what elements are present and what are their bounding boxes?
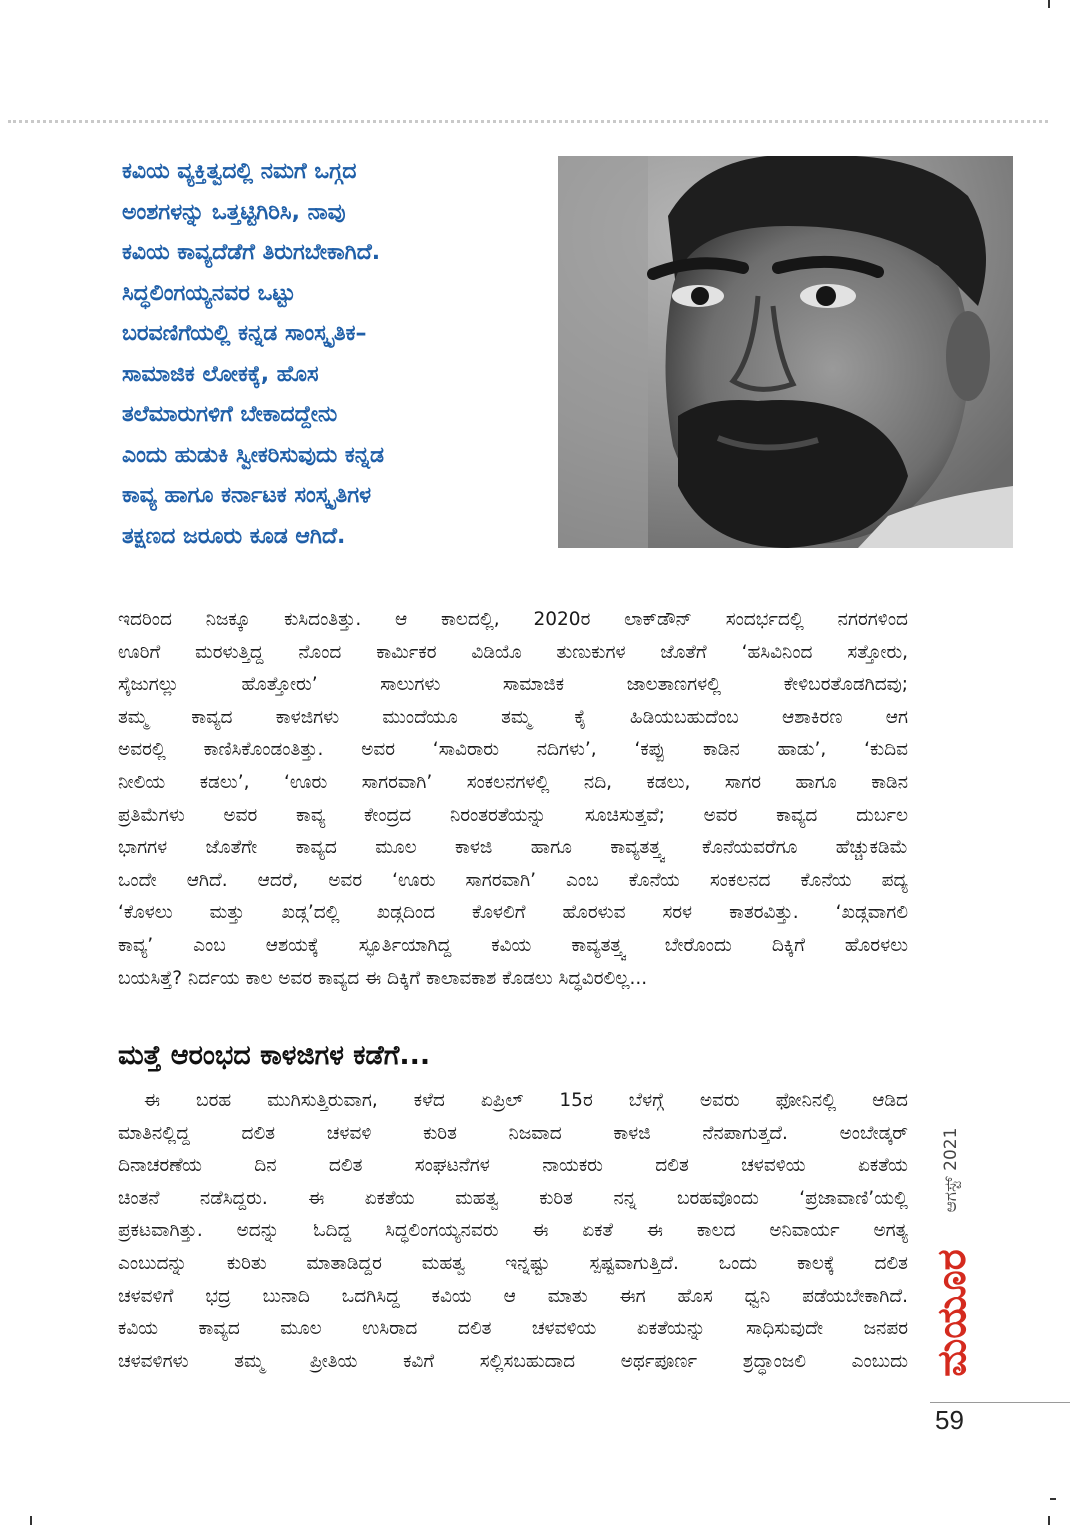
masthead-text: ಮಯೂರ <box>929 1249 975 1377</box>
text-line: ಭಾಗಗಳ ಜೊತೆಗೇ ಕಾವ್ಯದ ಮೂಲ ಕಾಳಜಿ ಹಾಗೂ ಕಾವ್ಯತತ್ತ್ವ ಕೊನೆಯವರೆಗೂ ಹೆಚ್ಚುಕಡಿಮೆ <box>118 837 908 859</box>
text-line: ನೀಲಿಯ ಕಡಲು’, ‘ಊರು ಸಾಗರವಾಗಿ’ ಸಂಕಲನಗಳಲ್ಲಿ ನದಿ, ಕಡಲು, ಸಾಗರ ಹಾಗೂ ಕಾಡಿನ <box>118 771 908 793</box>
pull-quote-line: ಕವಿಯ ವ್ಯಕ್ತಿತ್ವದಲ್ಲಿ ನಮಗೆ ಒಗ್ಗದ <box>122 159 357 184</box>
magazine-masthead-logo <box>928 1228 976 1398</box>
text-line: ಎಂಬುದನ್ನು ಕುರಿತು ಮಾತಾಡಿದ್ದರ ಮಹತ್ವ ಇನ್ನಷ್ಟು ಸ್ಪಷ್ಟವಾಗುತ್ತಿದೆ. ಒಂದು ಕಾಲಕ್ಕೆ ದಲಿತ <box>118 1252 908 1274</box>
text-line: ಚಿಂತನೆ ನಡೆಸಿದ್ದರು. ಈ ಏಕತೆಯ ಮಹತ್ವ ಕುರಿತ ನನ್ನ ಬರಹವೊಂದು ‘ಪ್ರಜಾವಾಣಿ’ಯಲ್ಲಿ <box>118 1187 908 1209</box>
text-line: ತಮ್ಮ ಕಾವ್ಯದ ಕಾಳಜಿಗಳು ಮುಂದೆಯೂ ತಮ್ಮ ಕೈ ಹಿಡಿಯಬಹುದೆಂಬ ಆಶಾಕಿರಣ ಆಗ <box>118 706 908 728</box>
text-line: ಅವರಲ್ಲಿ ಕಾಣಿಸಿಕೊಂಡಂತಿತ್ತು. ಅವರ ‘ಸಾವಿರಾರು ನದಿಗಳು’, ‘ಕಪ್ಪು ಕಾಡಿನ ಹಾಡು’, ‘ಕುದಿವ <box>118 739 908 761</box>
text-line: ಪ್ರತಿಮೆಗಳು ಅವರ ಕಾವ್ಯ ಕೇಂದ್ರದ ನಿರಂತರತೆಯನ್ನು ಸೂಚಿಸುತ್ತವೆ; ಅವರ ಕಾವ್ಯದ ದುರ್ಬಲ <box>118 804 908 826</box>
text-line: ಚಳವಳಿಗೆ ಭದ್ರ ಬುನಾದಿ ಒದಗಿಸಿದ್ದ ಕವಿಯ ಆ ಮಾತು ಈಗ ಹೊಸ ಧ್ವನಿ ಪಡೆಯಬೇಕಾಗಿದೆ. <box>118 1285 908 1307</box>
text-line: ಒಂದೇ ಆಗಿದೆ. ಆದರೆ, ಅವರ ‘ಊರು ಸಾಗರವಾಗಿ’ ಎಂಬ ಕೊನೆಯ ಸಂಕಲನದ ಕೊನೆಯ ಪದ್ಯ <box>118 869 908 891</box>
crop-mark <box>1048 1516 1050 1525</box>
section-heading: ಮತ್ತೆ ಆರಂಭದ ಕಾಳಜಿಗಳ ಕಡೆಗೆ... <box>118 1040 431 1071</box>
pull-quote-line: ಅಂಶಗಳನ್ನು ಒತ್ತಟ್ಟಿಗಿರಿಸಿ, ನಾವು <box>122 199 346 225</box>
pull-quote-line: ಕಾವ್ಯ ಹಾಗೂ ಕರ್ನಾಟಕ ಸಂಸ್ಕೃತಿಗಳ <box>122 483 372 508</box>
text-line: ಚಳವಳಿಗಳು ತಮ್ಮ ಪ್ರೀತಿಯ ಕವಿಗೆ ಸಲ್ಲಿಸಬಹುದಾದ ಅರ್ಥಪೂರ್ಣ ಶ್ರದ್ಧಾಂಜಲಿ ಎಂಬುದು <box>118 1350 908 1372</box>
text-line: ಮಾತಿನಲ್ಲಿದ್ದ ದಲಿತ ಚಳವಳಿ ಕುರಿತ ನಿಜವಾದ ಕಾಳಜಿ ನೆನಪಾಗುತ್ತದೆ. ಅಂಬೇಡ್ಕರ್ <box>118 1122 908 1144</box>
text-line: ದಿನಾಚರಣೆಯ ದಿನ ದಲಿತ ಸಂಘಟನೆಗಳ ನಾಯಕರು ದಲಿತ ಚಳವಳಿಯ ಏಕತೆಯ <box>118 1155 908 1177</box>
pull-quote-line: ಬರವಣಿಗೆಯಲ್ಲಿ ಕನ್ನಡ ಸಾಂಸ್ಕೃತಿಕ– <box>122 321 367 346</box>
text-line: ಇದರಿಂದ ನಿಜಕ್ಕೂ ಕುಸಿದಂತಿತ್ತು. ಆ ಕಾಲದಲ್ಲಿ, 2020ರ ಲಾಕ್‌ಡೌನ್ ಸಂದರ್ಭದಲ್ಲಿ ನಗರಗಳಿಂದ <box>118 609 908 630</box>
issue-date-text: ಆಗಸ್ಟ್ 2021 <box>941 1127 961 1213</box>
body-paragraph <box>118 1085 908 1378</box>
pull-quote-line: ತಲೆಮಾರುಗಳಿಗೆ ಬೇಕಾದದ್ದೇನು <box>122 402 338 427</box>
author-portrait-photo <box>558 156 1013 548</box>
text-line: ಈ ಬರಹ ಮುಗಿಸುತ್ತಿರುವಾಗ, ಕಳೆದ ಏಪ್ರಿಲ್ 15ರ ಬೆಳಗ್ಗೆ ಅವರು ಫೋನಿನಲ್ಲಿ ಆಡಿದ <box>144 1090 908 1111</box>
text-line: ಕಾವ್ಯ’ ಎಂಬ ಆಶಯಕ್ಕೆ ಸ್ಫೂರ್ತಿಯಾಗಿದ್ದ ಕವಿಯ ಕಾವ್ಯತತ್ತ್ವ ಬೇರೊಂದು ದಿಕ್ಕಿಗೆ ಹೊರಳಲು <box>118 934 908 956</box>
pull-quote-line: ಎಂದು ಹುಡುಕಿ ಸ್ವೀಕರಿಸುವುದು ಕನ್ನಡ <box>122 442 385 468</box>
pull-quote <box>122 152 542 557</box>
dotted-divider <box>8 120 1048 123</box>
crop-mark <box>1048 0 1050 8</box>
pull-quote-line: ತಕ್ಷಣದ ಜರೂರು ಕೂಡ ಆಗಿದೆ. <box>122 523 346 549</box>
text-line: ಪ್ರಕಟವಾಗಿತ್ತು. ಅದನ್ನು ಓದಿದ್ದ ಸಿದ್ಧಲಿಂಗಯ್ಯನವರು ಈ ಏಕತೆ ಈ ಕಾಲದ ಅನಿವಾರ್ಯ ಅಗತ್ಯ <box>118 1220 908 1242</box>
text-line: ‘ಕೊಳಲು ಮತ್ತು ಖಡ್ಗ’ದಲ್ಲಿ ಖಡ್ಗದಿಂದ ಕೊಳಲಿಗೆ ಹೊರಳುವ ಸರಳ ಕಾತರವಿತ್ತು. ‘ಖಡ್ಗವಾಗಲಿ <box>118 902 908 924</box>
issue-date <box>936 1120 966 1220</box>
body-paragraph <box>118 604 908 995</box>
text-line: ಕವಿಯ ಕಾವ್ಯದ ಮೂಲ ಉಸಿರಾದ ದಲಿತ ಚಳವಳಿಯ ಏಕತೆಯನ್ನು ಸಾಧಿಸುವುದೇ ಜನಪರ <box>118 1318 908 1340</box>
text-line: ಊರಿಗೆ ಮರಳುತ್ತಿದ್ದ ನೊಂದ ಕಾರ್ಮಿಕರ ವಿಡಿಯೊ ತುಣುಕುಗಳ ಜೊತೆಗೆ ‘ಹಸಿವಿನಿಂದ ಸತ್ತೋರು, <box>118 641 908 663</box>
pull-quote-line: ಕವಿಯ ಕಾವ್ಯದೆಡೆಗೆ ತಿರುಗಬೇಕಾಗಿದೆ. <box>122 240 381 265</box>
page-number-rule <box>930 1402 1070 1403</box>
pull-quote-line: ಸಾಮಾಜಿಕ ಲೋಕಕ್ಕೆ, ಹೊಸ <box>122 361 319 387</box>
text-line: ಸೈಜುಗಲ್ಲು ಹೊತ್ತೋರು’ ಸಾಲುಗಳು ಸಾಮಾಜಿಕ ಜಾಲತಾಣಗಳಲ್ಲಿ ಕೇಳಿಬರತೊಡಗಿದವು; <box>118 674 908 696</box>
text-line: ಬಯಸಿತ್ತೆ? ನಿರ್ದಯ ಕಾಲ ಅವರ ಕಾವ್ಯದ ಈ ದಿಕ್ಕಿಗೆ ಕಾಲಾವಕಾಶ ಕೊಡಲು ಸಿದ್ಧವಿರಲಿಲ್ಲ... <box>118 967 648 989</box>
page-number: 59 <box>935 1405 964 1435</box>
pull-quote-line: ಸಿದ್ಧಲಿಂಗಯ್ಯನವರ ಒಟ್ಟು <box>122 280 296 306</box>
crop-mark <box>30 1516 32 1525</box>
portrait-illustration <box>558 156 1013 548</box>
crop-mark <box>1050 1498 1056 1500</box>
